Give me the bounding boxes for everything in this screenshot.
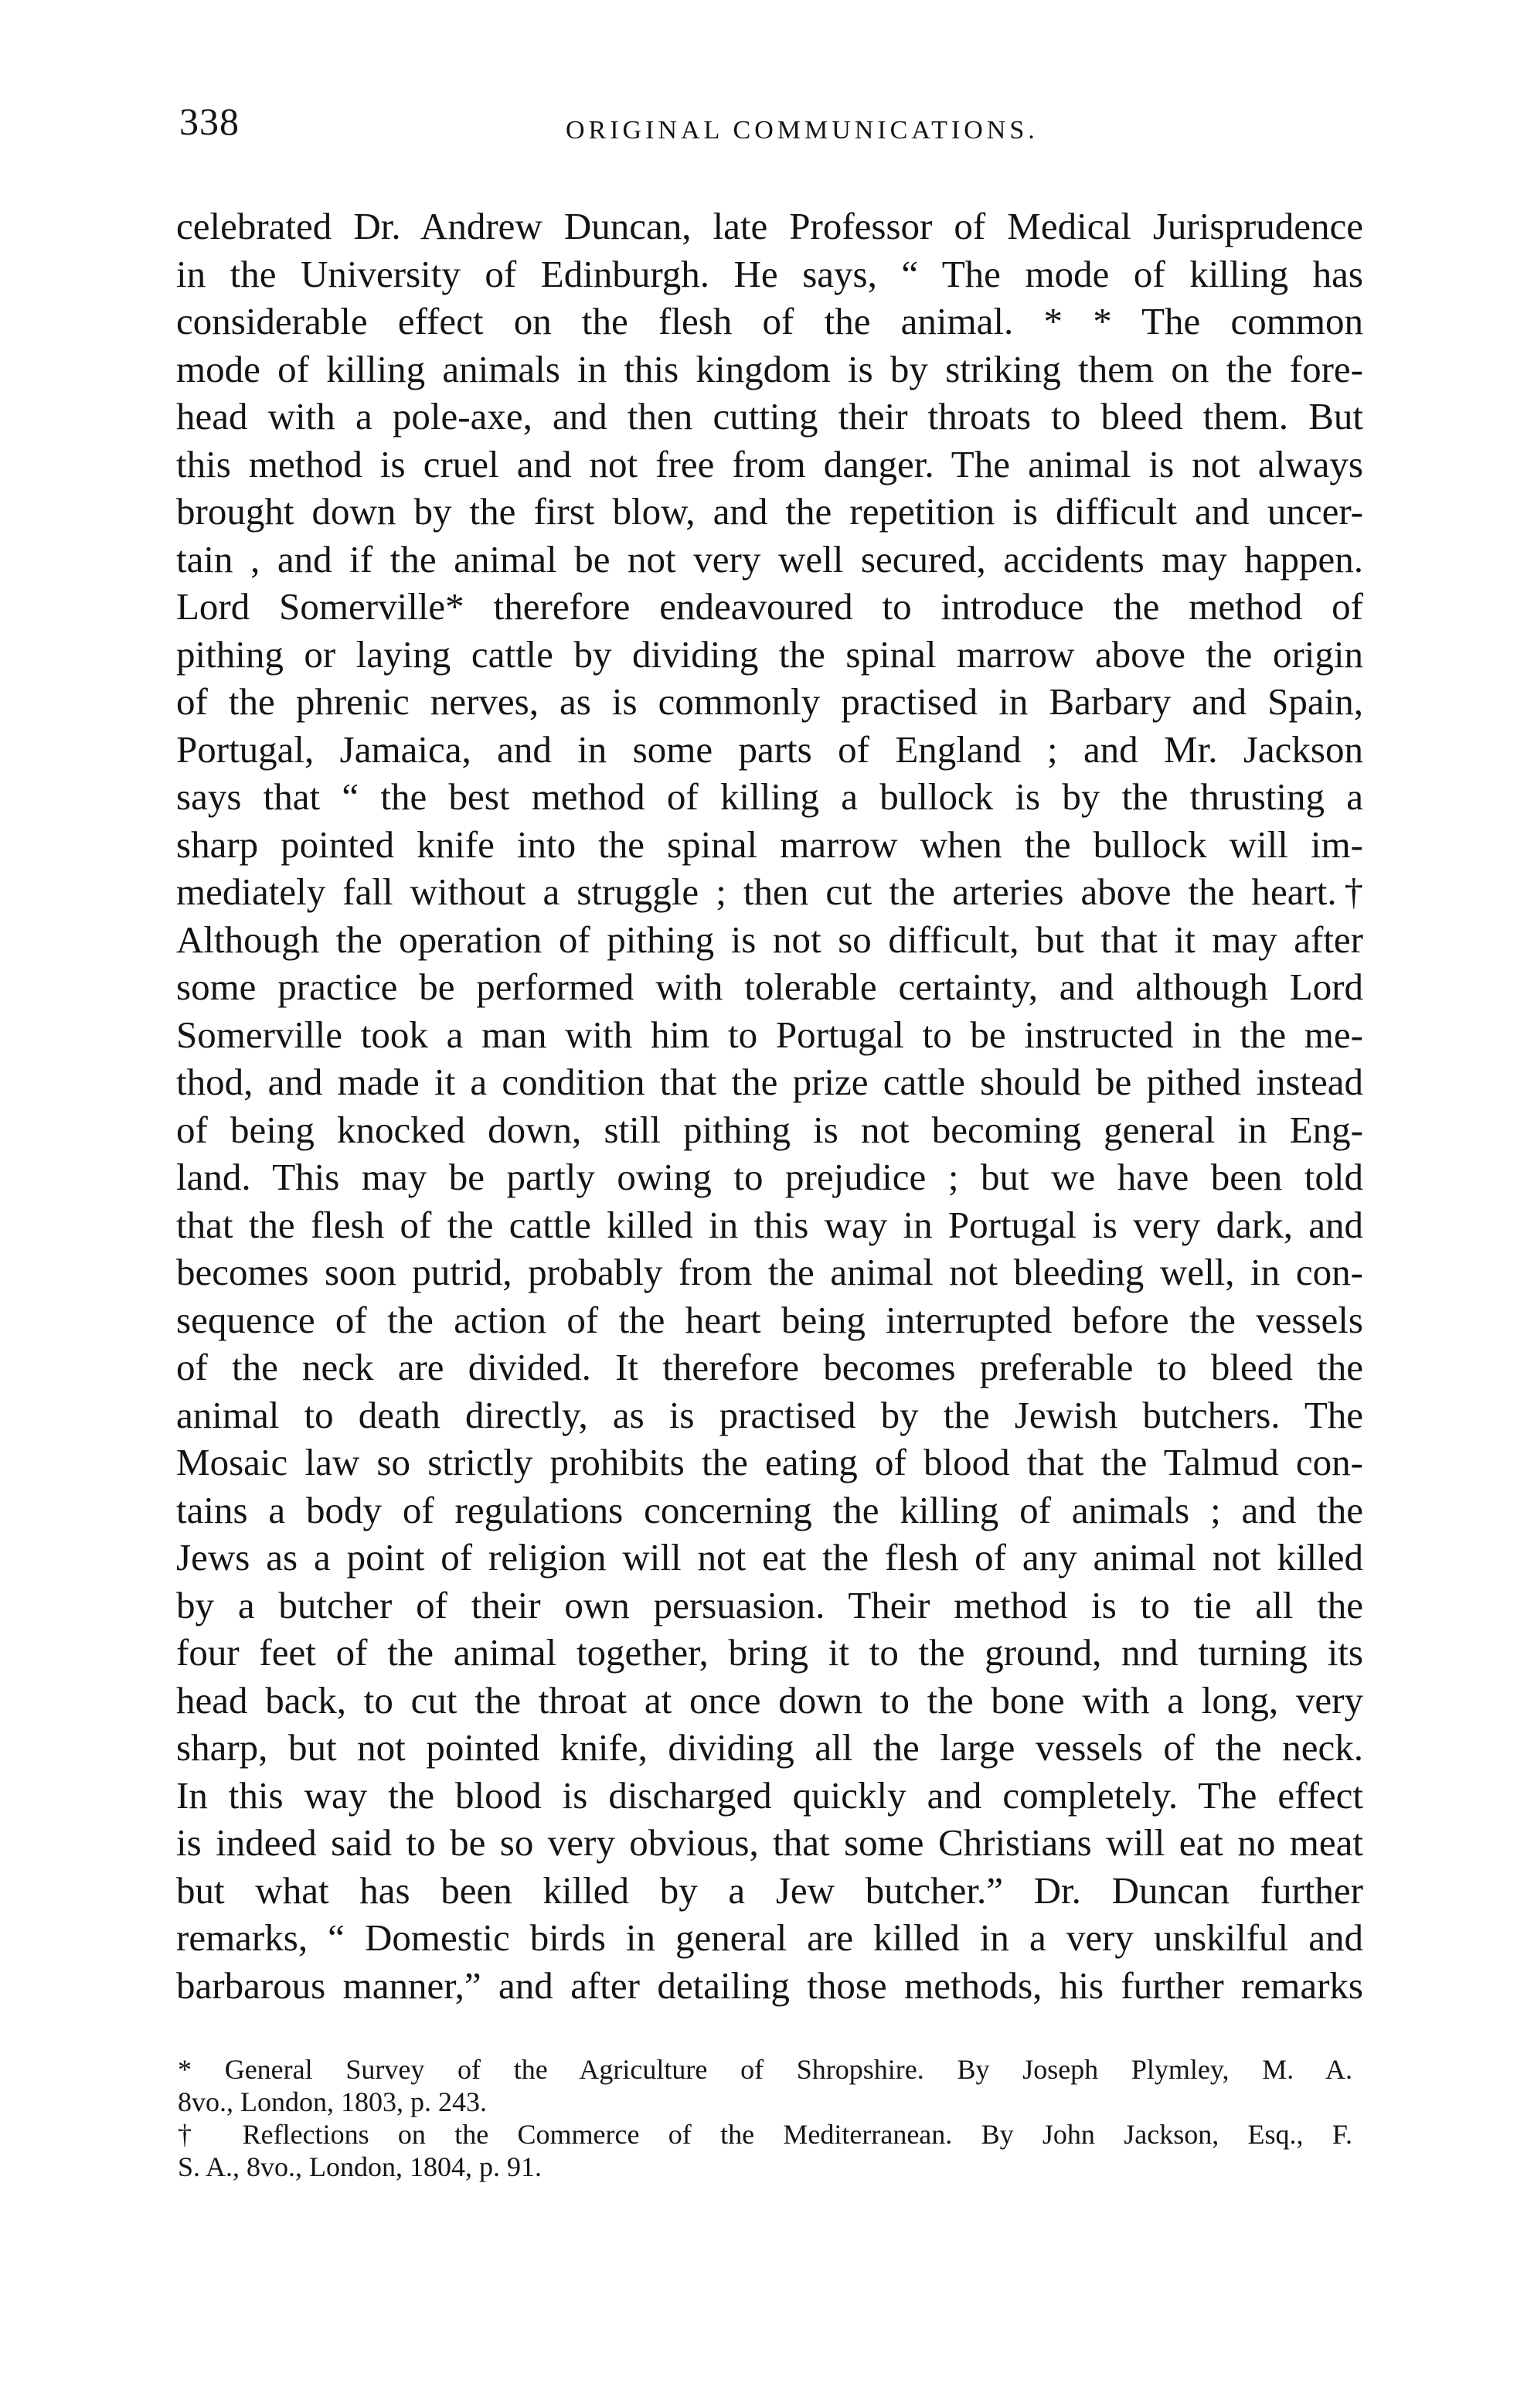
body-line: sharp pointed knife into the spinal marrow when the bullock will im- [176,823,1363,866]
footnote-line: S. A., 8vo., London, 1804, p. 91. [178,2151,543,2182]
body-line: Portugal, Jamaica, and in some parts of England ; and Mr. Jackson [176,727,1363,771]
body-line: animal to death directly, as is practised by the Jewish butchers. The [176,1393,1363,1436]
body-line: sequence of the action of the heart being interrupted before the vessels [176,1298,1363,1341]
body-line: by a butcher of their own persuasion. Their method is to tie all the [176,1583,1363,1626]
body-line: mediately fall without a struggle ; then cut the arteries above the heart.† [176,870,1363,913]
body-line: Although the operation of pithing is not so difficult, but that it may after [176,918,1363,961]
footnote-line: * General Survey of the Agriculture of Shropshire. By Joseph Plymley, M. A. [178,2054,1352,2085]
body-line: is indeed said to be so very obvious, that some Christians will eat no meat [176,1821,1363,1864]
body-line: of being knocked down, still pithing is not becoming general in Eng- [176,1108,1363,1151]
body-line: tains a body of regulations concerning the killing of animals ; and the [176,1488,1363,1531]
page-header [179,99,1362,153]
body-line: land. This may be partly owing to prejudice ; but we have been told [176,1156,1363,1198]
body-line: remarks, “ Domestic birds in general are killed in a very unskilful and [176,1916,1363,1959]
body-line: becomes soon putrid, probably from the animal not bleeding well, in con- [176,1251,1363,1293]
body-line: Mosaic law so strictly prohibits the eating of blood that the Talmud con- [176,1441,1363,1483]
body-line: thod, and made it a condition that the prize cattle should be pithed instead [176,1061,1363,1103]
body-line: Lord Somerville* therefore endeavoured to introduce the method of [176,585,1363,628]
body-line: barbarous manner,” and after detailing those methods, his further remarks [176,1964,1363,2007]
body-line: Jews as a point of religion will not eat the flesh of any animal not killed [176,1536,1363,1579]
body-line: head with a pole-axe, and then cutting their throats to bleed them. But [176,395,1363,438]
body-line: but what has been killed by a Jew butcher.” Dr. Duncan further [176,1868,1363,1912]
body-line: head back, to cut the throat at once down to the bone with a long, very [176,1678,1363,1722]
body-line: of the neck are divided. It therefore becomes preferable to bleed the [176,1346,1363,1388]
body-line: says that “ the best method of killing a bullock is by the thrusting a [176,775,1363,818]
body-line: in the University of Edinburgh. He says, “ The mode of killing has [176,252,1363,295]
body-line: some practice be performed with tolerable certainty, and although Lord [176,966,1363,1008]
footnote-line: † Reflections on the Commerce of the Mediterranean. By John Jackson, Esq., F. [178,2119,1352,2150]
body-line: mode of killing animals in this kingdom is by striking them on the fore- [176,347,1363,390]
running-head: ORIGINAL COMMUNICATIONS. [566,116,1039,145]
body-line: that the flesh of the cattle killed in this way in Portugal is very dark, and [176,1203,1363,1246]
body-line: four feet of the animal together, bring it to the ground, nnd turning its [176,1631,1363,1674]
body-line: of the phrenic nerves, as is commonly practised in Barbary and Spain, [176,680,1363,723]
body-line: celebrated Dr. Andrew Duncan, late Professor of Medical Jurisprudence [176,205,1363,247]
body-line: brought down by the first blow, and the repetition is difficult and uncer- [176,490,1363,533]
page-number: 338 [179,100,240,143]
body-line: tain , and if the animal be not very well secured, accidents may happen. [176,537,1363,581]
body-line: this method is cruel and not free from danger. The animal is not always [176,442,1363,485]
body-line: considerable effect on the flesh of the animal. * * The common [176,300,1363,342]
footnotes [178,2053,1352,2183]
body-text [176,203,1363,2009]
body-line: sharp, but not pointed knife, dividing all the large vessels of the neck. [176,1726,1363,1769]
body-line: Somerville took a man with him to Portugal to be instructed in the me- [176,1013,1363,1056]
body-line: pithing or laying cattle by dividing the spinal marrow above the origin [176,632,1363,676]
footnote-line: 8vo., London, 1803, p. 243. [178,2086,487,2117]
body-line: In this way the blood is discharged quickly and completely. The effect [176,1773,1363,1817]
